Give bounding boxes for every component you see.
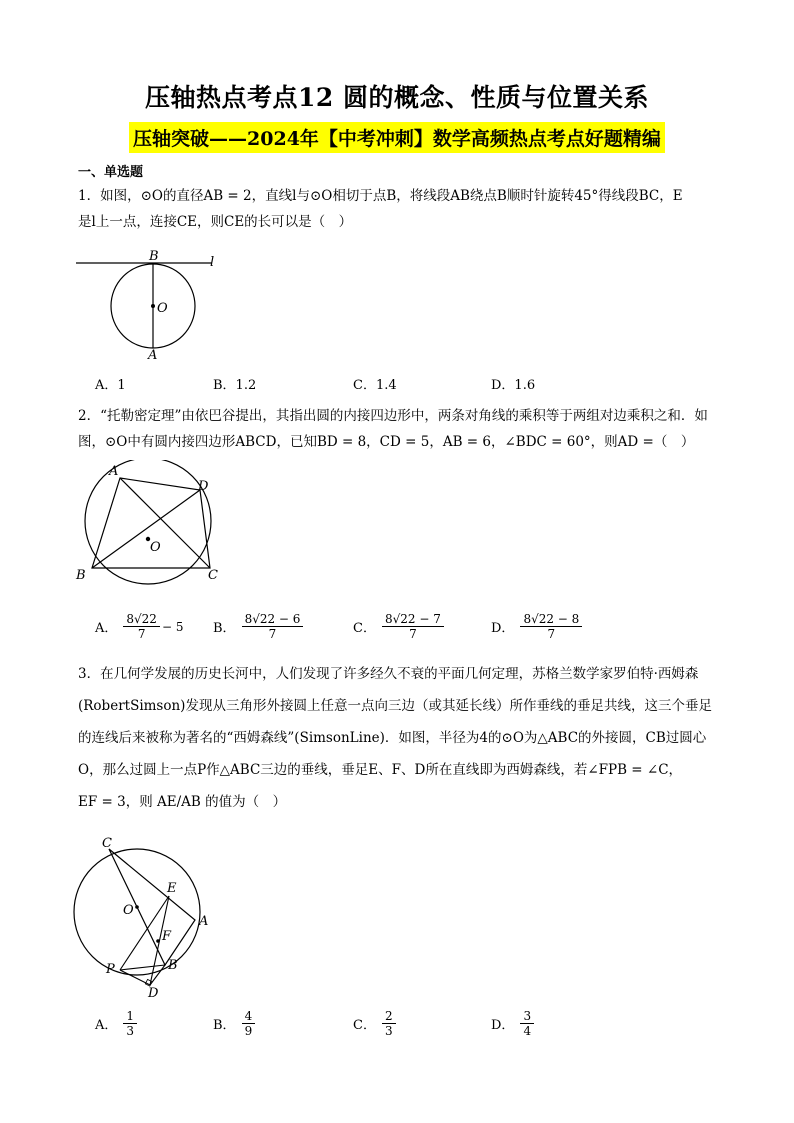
option-label: D． (491, 1018, 515, 1033)
numerator: 1 (123, 1009, 137, 1024)
option-label: B． (213, 1018, 236, 1033)
option-label: B． (213, 621, 236, 636)
q1-option-c[interactable]: C．1.4 (353, 378, 397, 393)
center-dot (135, 905, 139, 909)
label-b: B (149, 249, 159, 264)
option-fraction (382, 1009, 396, 1038)
denominator: 4 (523, 1024, 532, 1038)
numerator: 8√22 − 6 (242, 612, 304, 627)
q2-option-b[interactable] (213, 612, 303, 641)
label-o: O (157, 301, 168, 316)
numerator: 8√22 − 8 (520, 612, 582, 627)
option-fraction (123, 612, 160, 641)
label-d: D (148, 986, 159, 1000)
numerator: 8√22 − 7 (382, 612, 444, 627)
label-f: F (162, 929, 172, 944)
q3-text-line-4: O，那么过圆上一点P作△ABC三边的垂线，垂足E、F、D所在直线即为西姆森线，若∠FPB = ∠C， (78, 762, 683, 778)
numerator: 3 (520, 1009, 534, 1024)
denominator: 7 (547, 627, 556, 641)
option-label: A． (95, 621, 118, 636)
numerator: 8√22 (123, 612, 160, 627)
question-3 (78, 658, 718, 818)
denominator: 9 (244, 1024, 253, 1038)
question-2 (78, 403, 718, 455)
q2-option-a[interactable] (95, 612, 183, 641)
label-c: C (102, 836, 112, 851)
q2-figure (70, 460, 235, 588)
label-d: D (198, 479, 209, 494)
option-fraction (382, 612, 444, 641)
q1-option-a[interactable]: A．1 (95, 378, 126, 393)
label-e: E (167, 881, 177, 896)
q3-figure (70, 835, 220, 1000)
q1-option-d[interactable]: D．1.6 (491, 378, 536, 393)
label-c: C (208, 568, 218, 583)
q2-option-d[interactable] (491, 612, 582, 641)
circle-o (74, 849, 200, 975)
q3-options (95, 1009, 715, 1039)
q3-option-c[interactable] (353, 1009, 396, 1038)
option-label: C． (353, 621, 376, 636)
denominator: 7 (268, 627, 277, 641)
q1-text-line-1: 1．如图，⊙O的直径AB = 2，直线l与⊙O相切于点B，将线段AB绕点B顺时针旋转45°得线段BC，E (78, 188, 683, 204)
label-a: A (199, 914, 209, 929)
triangle-abc (109, 849, 195, 965)
option-label: D． (491, 621, 515, 636)
q1-text-line-2: 是l上一点，连接CE，则CE的长可以是（ ） (78, 214, 353, 230)
numerator: 4 (242, 1009, 256, 1024)
q2-text-line-2: 图，⊙O中有圆内接四边形ABCD，已知BD = 8，CD = 5，AB = 6，∠BDC = 60°，则AD =（ ） (78, 434, 695, 450)
q1-figure (70, 248, 230, 364)
q3-option-d[interactable] (491, 1009, 534, 1038)
label-o: O (123, 903, 134, 918)
diagonal-ac (120, 478, 210, 568)
denominator: 3 (126, 1024, 135, 1038)
option-fraction (520, 1009, 534, 1038)
q1-option-b[interactable]: B．1.2 (213, 378, 257, 393)
page-subtitle: 压轴突破——2024年【中考冲刺】数学高频热点考点好题精编 (129, 122, 665, 153)
q2-option-c[interactable] (353, 612, 444, 641)
q3-text-line-5: EF = 3，则 AE/AB 的值为（ ） (78, 794, 287, 810)
numerator: 2 (382, 1009, 396, 1024)
option-fraction (242, 1009, 256, 1038)
label-o: O (150, 540, 161, 555)
circle-o (85, 460, 211, 584)
q3-text-line-1: 3．在几何学发展的历史长河中，人们发现了许多经久不衰的平面几何定理，苏格兰数学家罗伯特·西姆森 (78, 666, 699, 682)
label-b: B (76, 568, 86, 583)
foot-f-dot (156, 939, 160, 943)
label-l: l (210, 255, 215, 270)
denominator: 3 (384, 1024, 393, 1038)
label-b: B (168, 958, 178, 973)
option-label: C． (353, 1018, 376, 1033)
line-p-to-b (120, 965, 165, 970)
option-fraction (520, 612, 582, 641)
option-fraction (242, 612, 304, 641)
q2-options (95, 612, 715, 642)
center-dot (151, 304, 155, 308)
page-title: 压轴热点考点12 圆的概念、性质与位置关系 (145, 83, 649, 112)
q3-option-b[interactable] (213, 1009, 255, 1038)
section-heading: 一、单选题 (78, 165, 144, 180)
q3-text-line-3: 的连线后来被称为著名的“西姆森线”(SimsonLine)．如图，半径为4的⊙O为△ABC的外接圆，CB过圆心 (78, 730, 707, 746)
q2-text-line-1: 2．“托勒密定理”由依巴谷提出，其指出圆的内接四边形中，两条对角线的乘积等于两组对边乘积之和．如 (78, 408, 708, 424)
option-label: A． (95, 1018, 118, 1033)
option-fraction (123, 1009, 137, 1038)
denominator: 7 (409, 627, 417, 641)
label-a: A (148, 348, 158, 363)
label-p: P (106, 962, 115, 977)
label-a: A (109, 464, 119, 479)
question-1 (78, 183, 718, 235)
q3-option-a[interactable] (95, 1009, 137, 1038)
q3-text-line-2: (RobertSimson)发现从三角形外接圆上任意一点向三边（或其延长线）所作垂线的垂足共线，这三个垂足 (78, 698, 712, 714)
option-tail: − 5 (161, 619, 184, 634)
q1-options (95, 374, 715, 404)
subtitle-wrap (0, 122, 794, 153)
denominator: 7 (137, 627, 146, 641)
diagonal-bd (92, 490, 200, 568)
